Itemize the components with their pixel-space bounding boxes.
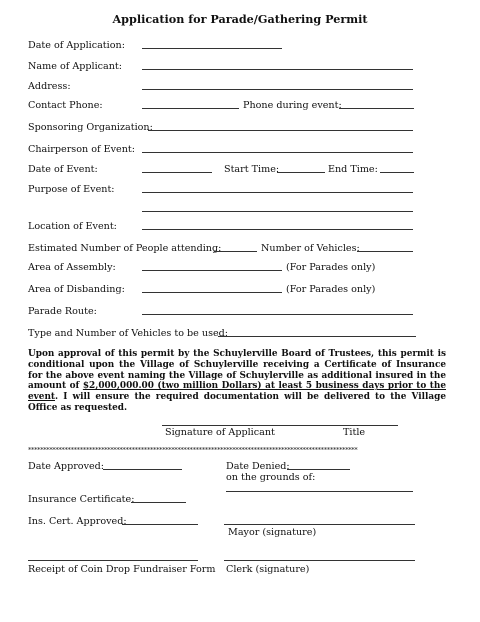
label-ins-cert-approved: Ins. Cert. Approved: [28, 516, 127, 527]
field-area-of-disbanding[interactable] [142, 292, 282, 293]
field-date-of-application[interactable] [142, 48, 282, 49]
field-estimated-people[interactable] [214, 251, 257, 252]
label-insurance-certificate: Insurance Certificate: [28, 494, 135, 505]
label-sponsoring-organization: Sponsoring Organization: [28, 122, 153, 133]
label-number-of-vehicles: Number of Vehicles: [261, 243, 360, 254]
notice-text-1: Upon approval of this permit by the Schuylerville Board of Trustees, this permit is conditional upon the Village of Schuylerville receiving a Certificate of Insurance for the above event naming the Village of Schuylerville as additional insured in the amount of [28, 349, 446, 392]
label-coin-drop-receipt: Receipt of Coin Drop Fundraiser Form [28, 564, 216, 575]
field-on-grounds[interactable] [226, 491, 413, 492]
field-parade-route[interactable] [142, 314, 413, 315]
field-phone-during-event[interactable] [339, 108, 414, 109]
label-date-approved: Date Approved: [28, 461, 105, 472]
label-on-grounds: on the grounds of: [226, 472, 316, 483]
office-use-separator: ************************************************************************************************************ [28, 446, 358, 454]
field-chairperson[interactable] [142, 152, 413, 153]
field-date-denied[interactable] [287, 469, 350, 470]
notice-text-2: . I will ensure the required documentation will be delivered to the Village Office as requested. [28, 392, 446, 413]
label-parade-route: Parade Route: [28, 306, 97, 317]
label-phone-during-event: Phone during event: [243, 100, 342, 111]
label-mayor-signature: Mayor (signature) [228, 527, 317, 538]
label-contact-phone: Contact Phone: [28, 100, 103, 111]
field-start-time[interactable] [277, 172, 325, 173]
field-signature-applicant[interactable] [162, 425, 398, 426]
label-name-of-applicant: Name of Applicant: [28, 61, 123, 72]
field-clerk-signature[interactable] [224, 560, 415, 561]
field-address[interactable] [142, 89, 413, 90]
label-signature-title: Title [343, 427, 366, 438]
label-start-time: Start Time: [224, 164, 280, 175]
field-date-of-event[interactable] [142, 172, 212, 173]
note-disbanding-parades-only: (For Parades only) [286, 284, 376, 295]
field-coin-drop-receipt[interactable] [28, 560, 198, 561]
field-ins-cert-approved[interactable] [122, 524, 198, 525]
field-number-of-vehicles[interactable] [357, 251, 413, 252]
form-title: Application for Parade/Gathering Permit [112, 12, 368, 26]
insurance-notice [28, 349, 446, 414]
field-contact-phone[interactable] [142, 108, 239, 109]
label-type-number-vehicles: Type and Number of Vehicles to be used: [28, 328, 229, 339]
field-purpose-line-1[interactable] [142, 192, 413, 193]
note-assembly-parades-only: (For Parades only) [286, 262, 376, 273]
label-address: Address: [28, 81, 71, 92]
field-insurance-certificate[interactable] [131, 502, 186, 503]
field-location[interactable] [142, 229, 413, 230]
field-type-number-vehicles[interactable] [218, 336, 416, 337]
field-sponsoring-organization[interactable] [148, 130, 413, 131]
notice-underlined: $2,000,000.00 (two million Dollars) at least 5 business days prior to the event [28, 381, 447, 403]
field-end-time[interactable] [380, 172, 414, 173]
field-purpose-line-2[interactable] [142, 211, 413, 212]
label-signature-applicant: Signature of Applicant [165, 427, 275, 438]
label-date-denied: Date Denied: [226, 461, 290, 472]
field-mayor-signature[interactable] [224, 524, 415, 525]
label-location: Location of Event: [28, 221, 117, 232]
label-purpose: Purpose of Event: [28, 184, 115, 195]
label-clerk-signature: Clerk (signature) [226, 564, 310, 575]
field-area-of-assembly[interactable] [142, 270, 282, 271]
label-area-of-disbanding: Area of Disbanding: [28, 284, 125, 295]
label-estimated-people: Estimated Number of People attending: [28, 243, 222, 254]
label-chairperson: Chairperson of Event: [28, 144, 135, 155]
field-name-of-applicant[interactable] [142, 69, 413, 70]
label-date-of-event: Date of Event: [28, 164, 98, 175]
label-date-of-application: Date of Application: [28, 40, 125, 51]
label-end-time: End Time: [328, 164, 378, 175]
label-area-of-assembly: Area of Assembly: [28, 262, 116, 273]
field-date-approved[interactable] [103, 469, 182, 470]
